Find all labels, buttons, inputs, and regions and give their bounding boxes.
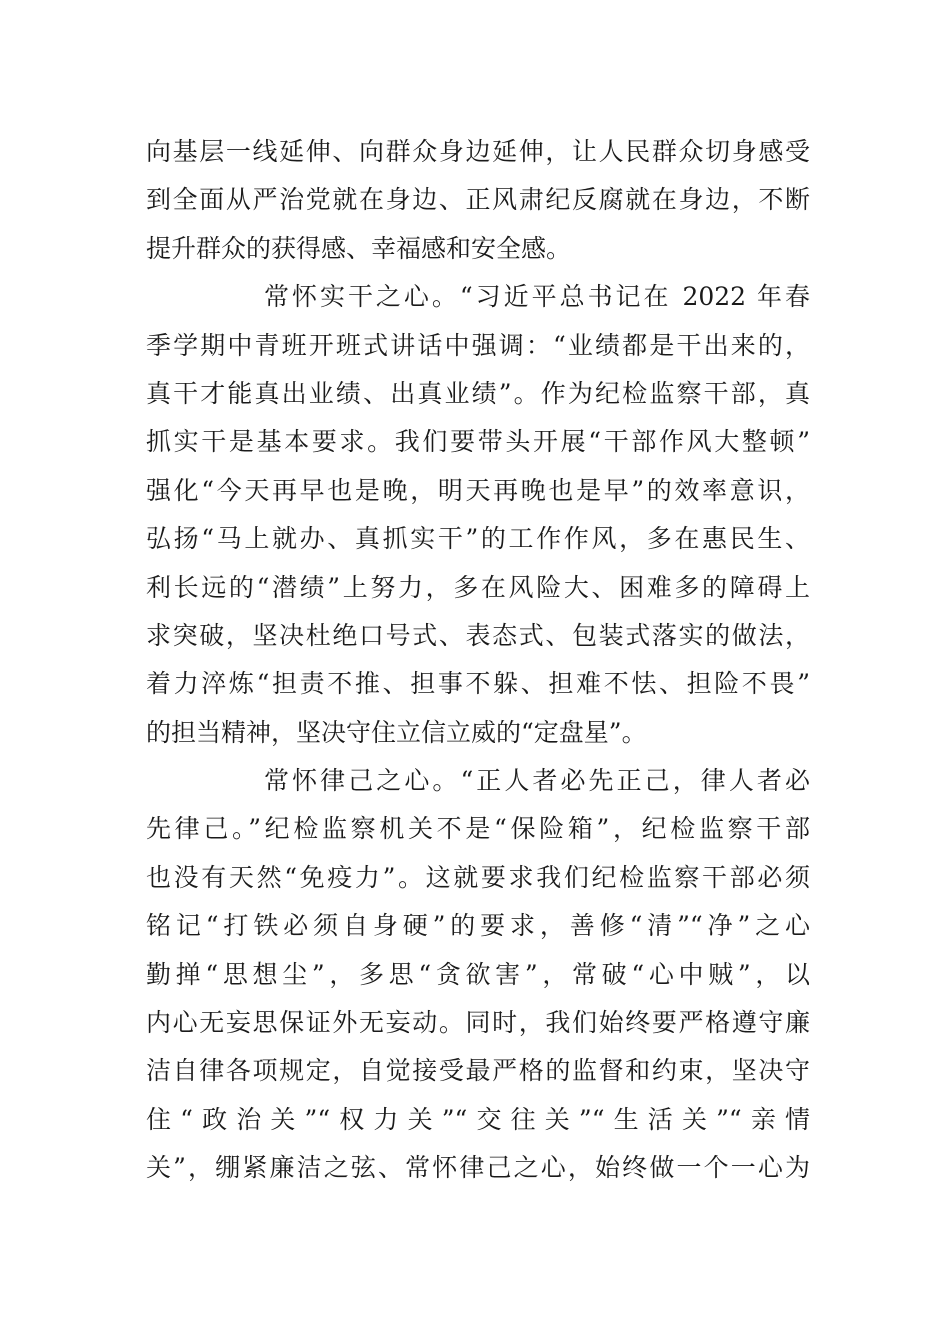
text-line: 内心无妄思保证外无妄动。同时，我们始终要严格遵守廉 [146, 1008, 810, 1038]
text-line: 住“政治关”“权力关”“交往关”“生活关”“亲情 [146, 1104, 810, 1134]
text-line-paragraph-end: 提升群众的获得感、幸福感和安全感。 [146, 233, 572, 263]
text-line: 季学期中青班开班式讲话中强调：“业绩都是干出来的， [146, 330, 810, 360]
text-line: 真干才能真出业绩、出真业绩”。作为纪检监察干部，真 [146, 378, 810, 408]
text-line: 勤掸“思想尘”，多思“贪欲害”，常破“心中贼”，以 [146, 959, 810, 989]
text-line: 着力淬炼“担责不推、担事不躲、担难不怯、担险不畏” [146, 669, 810, 699]
text-line: 先律己。”纪检监察机关不是“保险箱”，纪检监察干部 [146, 814, 810, 844]
text-line: 洁自律各项规定，自觉接受最严格的监督和约束，坚决守 [146, 1056, 810, 1086]
text-line: 求突破，坚决杜绝口号式、表态式、包装式落实的做法， [146, 620, 810, 650]
text-line: 弘扬“马上就办、真抓实干”的工作作风，多在惠民生、 [146, 524, 810, 554]
text-line: 抓实干是基本要求。我们要带头开展“干部作风大整顿” [146, 427, 810, 457]
text-line: 关”，绷紧廉洁之弦、常怀律己之心，始终做一个一心为 [146, 1153, 810, 1183]
paragraph-heading-line: 常怀实干之心。“习近平总书记在 2022 年春 [264, 282, 810, 312]
paragraph-heading-line: 常怀律己之心。“正人者必先正己，律人者必 [264, 766, 810, 796]
text-line: 强化“今天再早也是晚，明天再晚也是早”的效率意识， [146, 475, 810, 505]
text-line: 向基层一线延伸、向群众身边延伸，让人民群众切身感受 [146, 137, 810, 166]
body-text [146, 128, 810, 1193]
text-line: 铭记“打铁必须自身硬”的要求，善修“清”“净”之心 [146, 911, 810, 941]
text-line-paragraph-end: 的担当精神，坚决守住立信立威的“定盘星”。 [146, 717, 647, 747]
text-line: 也没有天然“免疫力”。这就要求我们纪检监察干部必须 [146, 862, 810, 892]
text-line: 到全面从严治党就在身边、正风肃纪反腐就在身边，不断 [146, 185, 810, 215]
text-line: 利长远的“潜绩”上努力，多在风险大、困难多的障碍上 [146, 572, 810, 602]
